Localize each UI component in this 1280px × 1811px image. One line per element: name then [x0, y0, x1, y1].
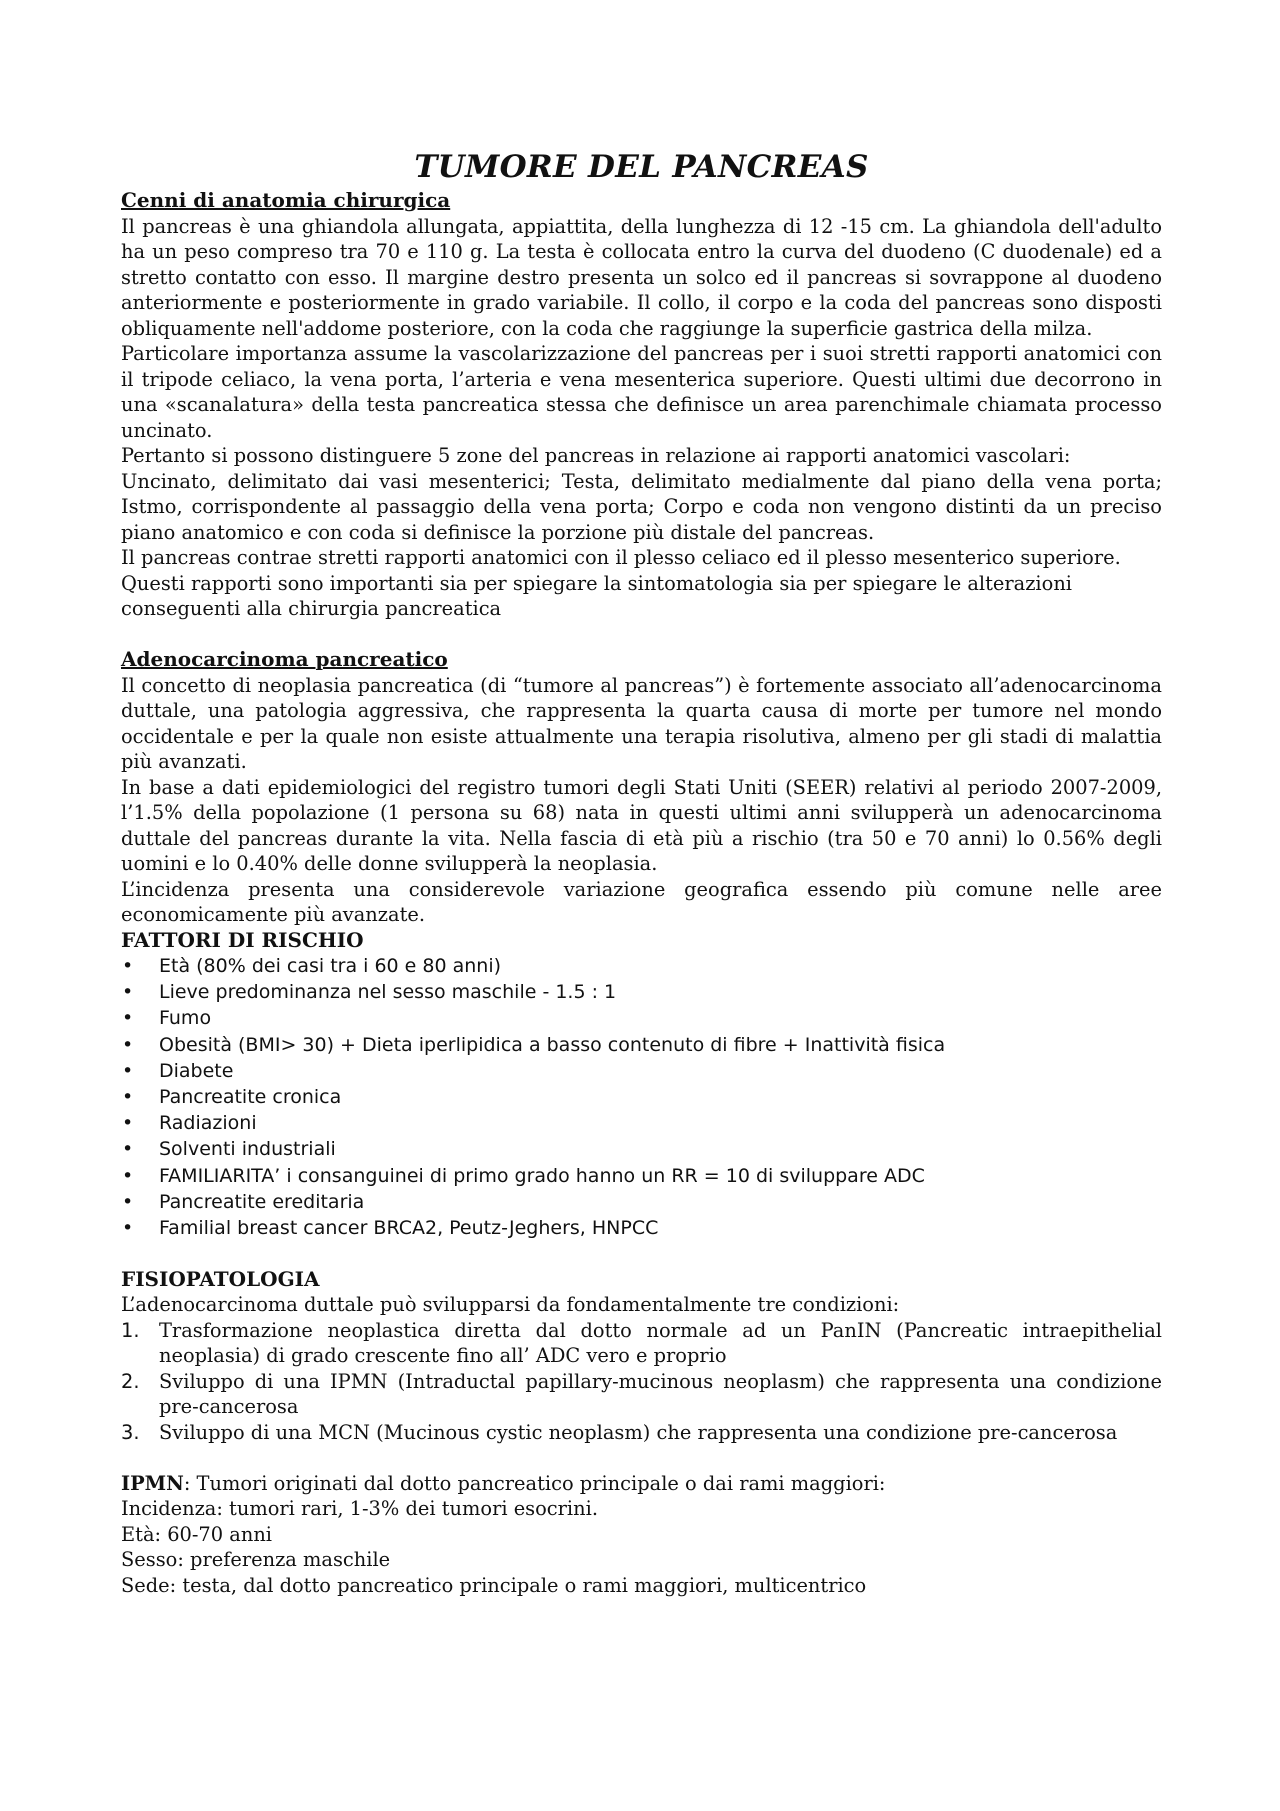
bullet-icon: •: [122, 1138, 134, 1161]
spacer: [121, 1445, 1162, 1471]
section-heading-anatomy: Cenni di anatomia chirurgica: [121, 188, 451, 212]
bullet-icon: •: [122, 1217, 134, 1240]
list-item: [121, 1318, 1162, 1369]
spacer: [121, 1241, 1162, 1267]
list-item-text: Trasformazione neoplastica diretta dal dotto normale ad un PanIN (Pancreatic intraepithelial neoplasia) di grado crescente fino all’ ADC vero e proprio: [159, 1318, 1162, 1368]
bullet-icon: •: [122, 1007, 134, 1030]
list-item-text: Sviluppo di una MCN (Mucinous cystic neoplasm) che rappresenta una condizione pre-cancerosa: [159, 1420, 1118, 1444]
list-item-text: Familial breast cancer BRCA2, Peutz-Jeghers, HNPCC: [159, 1217, 659, 1240]
bullet-icon: •: [122, 1164, 134, 1187]
list-number: 1.: [121, 1318, 140, 1342]
bullet-icon: •: [122, 1112, 134, 1135]
list-item-text: Obesità (BMI> 30) + Dieta iperlipidica a basso contenuto di fibre + Inattività fisica: [159, 1033, 946, 1056]
paragraph: L’adenocarcinoma duttale può svilupparsi da fondamentalmente tre condizioni:: [121, 1293, 900, 1317]
paragraph: Uncinato, delimitato dai vasi mesenterici; Testa, delimitato medialmente dal piano della vena porta; Istmo, corrispondente al passaggio della vena porta; Corpo e coda non vengono distinti da un preciso piano anatomico e con coda si definisce la porzione più distale del pancreas.: [121, 469, 1162, 544]
paragraph: Particolare importanza assume la vascolarizzazione del pancreas per i suoi stretti rapporti anatomici con il tripode celiaco, la vena porta, l’arteria e vena mesenterica superiore. Questi ultimi due decorrono in una «scanalatura» della testa pancreatica stessa che definisce un area parenchimale chiamata processo uncinato.: [121, 342, 1162, 442]
section-heading-risk-factors: FATTORI DI RISCHIO: [121, 927, 364, 952]
ipmn-detail: Sede: testa, dal dotto pancreatico principale o rami maggiori, multicentrico: [121, 1573, 867, 1597]
list-item: [121, 1058, 1162, 1084]
paragraph: Il concetto di neoplasia pancreatica (di “tumore al pancreas”) è fortemente associato all’adenocarcinoma duttale, una patologia aggressiva, che rappresenta la quarta causa di morte per tumore nel mondo occidentale e per la quale non esiste attualmente una terapia risolutiva, almeno per gli stadi di malattia più avanzati.: [121, 673, 1162, 773]
list-item: [121, 979, 1162, 1005]
list-item-text: Fumo: [159, 1007, 212, 1030]
paragraph: Il pancreas è una ghiandola allungata, appiattita, della lunghezza di 12 -15 cm. La ghiandola dell'adulto ha un peso compreso tra 70 e 110 g. La testa è collocata entro la curva del duodeno (C duodenale) ed a stretto contatto con esso. Il margine destro presenta un solco ed il pancreas si sovrappone al duodeno anteriormente e posteriormente in grado variabile. Il collo, il corpo e la coda del pancreas sono disposti obliquamente nell'addome posteriore, con la coda che raggiunge la superficie gastrica della milza.: [121, 214, 1162, 340]
list-item-text: Sviluppo di una IPMN (Intraductal papillary-mucinous neoplasm) che rappresenta una condizione pre-cancerosa: [159, 1369, 1162, 1419]
bullet-icon: •: [122, 1190, 134, 1213]
risk-factor-list: [121, 953, 1162, 1241]
list-item: [121, 1420, 1162, 1446]
spacer: [121, 622, 1162, 648]
ipmn-detail: Incidenza: tumori rari, 1-3% dei tumori esocrini.: [121, 1497, 598, 1521]
list-item: [121, 1215, 1162, 1241]
ipmn-detail: Età: 60-70 anni: [121, 1522, 273, 1546]
list-item-text: FAMILIARITA’ i consanguinei di primo grado hanno un RR = 10 di sviluppare ADC: [159, 1164, 925, 1187]
list-item-text: Pancreatite cronica: [159, 1086, 342, 1109]
list-item-text: Lieve predominanza nel sesso maschile - 1.5 : 1: [159, 981, 617, 1004]
section-heading-adenocarcinoma: Adenocarcinoma pancreatico: [121, 647, 448, 671]
list-item: [121, 1163, 1162, 1189]
list-item: [121, 1032, 1162, 1058]
paragraph: L’incidenza presenta una considerevole variazione geografica essendo più comune nelle aree economicamente più avanzate.: [121, 877, 1162, 926]
bullet-icon: •: [122, 955, 134, 977]
ipmn-description: : Tumori originati dal dotto pancreatico principale o dai rami maggiori:: [183, 1471, 886, 1495]
paragraph: Pertanto si possono distinguere 5 zone del pancreas in relazione ai rapporti anatomici vascolari:: [121, 444, 1071, 467]
list-item-text: Età (80% dei casi tra i 60 e 80 anni): [159, 955, 502, 977]
list-item-text: Pancreatite ereditaria: [159, 1190, 365, 1213]
list-item: [121, 953, 1162, 979]
list-item: [121, 1136, 1162, 1162]
list-item: [121, 1110, 1162, 1136]
section-heading-physiopathology: FISIOPATOLOGIA: [121, 1266, 320, 1291]
bullet-icon: •: [122, 1033, 134, 1056]
list-item-text: Solventi industriali: [159, 1138, 336, 1161]
list-item: [121, 1369, 1162, 1420]
ipmn-label: IPMN: [121, 1471, 184, 1495]
condition-list: [121, 1318, 1162, 1446]
list-number: 2.: [121, 1369, 140, 1393]
list-item: [121, 1084, 1162, 1110]
paragraph: Il pancreas contrae stretti rapporti anatomici con il plesso celiaco ed il plesso mesenterico superiore. Questi rapporti sono importanti sia per spiegare la sintomatologia sia per spiegare le alterazioni conseguenti alla chirurgia pancreatica: [121, 546, 1121, 620]
list-item-text: Diabete: [159, 1059, 234, 1082]
ipmn-detail: Sesso: preferenza maschile: [121, 1548, 391, 1572]
ipmn-heading-line: [121, 1471, 1162, 1497]
list-item: [121, 1189, 1162, 1215]
list-number: 3.: [121, 1420, 140, 1444]
bullet-icon: •: [122, 1086, 134, 1109]
bullet-icon: •: [122, 981, 134, 1004]
list-item-text: Radiazioni: [159, 1112, 257, 1135]
paragraph: In base a dati epidemiologici del registro tumori degli Stati Uniti (SEER) relativi al periodo 2007-2009, l’1.5% della popolazione (1 persona su 68) nata in questi ultimi anni svilupperà un adenocarcinoma duttale del pancreas durante la vita. Nella fascia di età più a rischio (tra 50 e 70 anni) lo 0.56% degli uomini e lo 0.40% delle donne svilupperà la neoplasia.: [121, 775, 1162, 875]
bullet-icon: •: [122, 1059, 134, 1082]
page-title: TUMORE DEL PANCREAS: [414, 149, 869, 185]
list-item: [121, 1005, 1162, 1031]
